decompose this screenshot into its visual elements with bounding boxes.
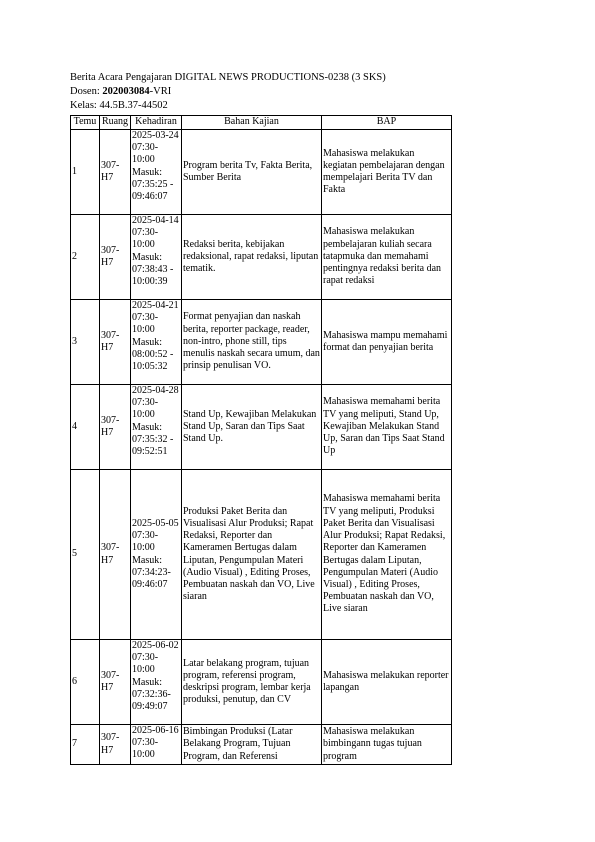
cell-bahan-kajian: Latar belakang program, tujuan program, referensi program, deskripsi program, lembar kerja produksi, penutup, dan CV [182, 640, 322, 725]
header-bap: BAP [322, 116, 452, 130]
cell-kehadiran: 2025-06-02 07:30-10:00 Masuk: 07:32:36- 09:49:07 [131, 640, 182, 725]
header-bahan-kajian: Bahan Kajian [182, 116, 322, 130]
attendance-table [70, 115, 452, 765]
cell-temu: 7 [71, 725, 100, 765]
cell-temu: 5 [71, 470, 100, 640]
lecturer-line [70, 85, 386, 99]
cell-temu: 3 [71, 300, 100, 385]
cell-bap: Mahasiswa memahami berita TV yang meliputi, Produksi Paket Berita dan Visualisasi Alur Produksi; Rapat Redaksi, Reporter dan Kameramen Bertugas dalam Liputan, Pengumpulan Materi (Audio Visual) , Editing Proses, Pembuatan naskah dan VO, Live siaran [322, 470, 452, 640]
cell-kehadiran: 2025-04-28 07:30-10:00 Masuk: 07:35:32 - 09:52:51 [131, 385, 182, 470]
cell-kehadiran: 2025-06-16 07:30-10:00 [131, 725, 182, 765]
cell-kehadiran: 2025-03-24 07:30-10:00 Masuk: 07:35:25 - 09:46:07 [131, 130, 182, 215]
cell-kehadiran: 2025-05-05 07:30-10:00 Masuk: 07:34:23- 09:46:07 [131, 470, 182, 640]
cell-ruang: 307-H7 [100, 385, 131, 470]
cell-bahan-kajian: Stand Up, Kewajiban Melakukan Stand Up, Saran dan Tips Saat Stand Up. [182, 385, 322, 470]
lecturer-suffix: -VRI [149, 86, 172, 97]
cell-ruang: 307-H7 [100, 725, 131, 765]
cell-bap: Mahasiswa melakukan reporter lapangan [322, 640, 452, 725]
cell-bap: Mahasiswa melakukan bimbingann tugas tujuan program [322, 725, 452, 765]
lecturer-id: 202003084 [102, 86, 150, 97]
cell-bahan-kajian: Produksi Paket Berita dan Visualisasi Alur Produksi; Rapat Redaksi, Reporter dan Kameramen Bertugas dalam Liputan, Pengumpulan Materi (Audio Visual) , Editing Proses, Pembuatan naskah dan VO, Live siaran [182, 470, 322, 640]
cell-bahan-kajian: Format penyajian dan naskah berita, reporter package, reader, non-intro, phone still, tips menulis naskah secara umum, dan prinsip penulisan VO. [182, 300, 322, 385]
lecturer-label: Dosen: [70, 86, 103, 97]
cell-ruang: 307-H7 [100, 470, 131, 640]
document-title: Berita Acara Pengajaran DIGITAL NEWS PRODUCTIONS-0238 (3 SKS) [70, 72, 386, 83]
cell-temu: 6 [71, 640, 100, 725]
cell-temu: 4 [71, 385, 100, 470]
table-row [71, 130, 452, 215]
header-kehadiran: Kehadiran [131, 116, 182, 130]
header-ruang: Ruang [100, 116, 131, 130]
cell-bahan-kajian: Redaksi berita, kebijakan redaksional, rapat redaksi, liputan tematik. [182, 215, 322, 300]
table-row [71, 385, 452, 470]
table-row [71, 300, 452, 385]
cell-ruang: 307-H7 [100, 640, 131, 725]
class-line: Kelas: 44.5B.37-44502 [70, 100, 168, 111]
table-header-row [71, 116, 452, 130]
cell-bahan-kajian: Bimbingan Produksi (Latar Belakang Program, Tujuan Program, dan Referensi [182, 725, 322, 765]
cell-ruang: 307-H7 [100, 130, 131, 215]
cell-bap: Mahasiswa mampu memahami format dan penyajian berita [322, 300, 452, 385]
cell-bap: Mahasiswa melakukan kegiatan pembelajaran dengan mempelajari Berita TV dan Fakta [322, 130, 452, 215]
cell-bap: Mahasiswa memahami berita TV yang meliputi, Stand Up, Kewajiban Melakukan Stand Up, Saran dan Tips Saat Stand Up [322, 385, 452, 470]
cell-ruang: 307-H7 [100, 215, 131, 300]
cell-temu: 2 [71, 215, 100, 300]
cell-ruang: 307-H7 [100, 300, 131, 385]
cell-temu: 1 [71, 130, 100, 215]
table-row [71, 470, 452, 640]
table-row [71, 725, 452, 765]
cell-bahan-kajian: Program berita Tv, Fakta Berita, Sumber Berita [182, 130, 322, 215]
cell-bap: Mahasiswa melakukan pembelajaran kuliah secara tatapmuka dan memahami pentingnya redaksi berita dan rapat redaksi [322, 215, 452, 300]
header-temu: Temu [71, 116, 100, 130]
cell-kehadiran: 2025-04-21 07:30-10:00 Masuk: 08:00:52 - 10:05:32 [131, 300, 182, 385]
document-header [70, 71, 386, 113]
table-row [71, 640, 452, 725]
table-row [71, 215, 452, 300]
cell-kehadiran: 2025-04-14 07:30-10:00 Masuk: 07:38:43 - 10:00:39 [131, 215, 182, 300]
